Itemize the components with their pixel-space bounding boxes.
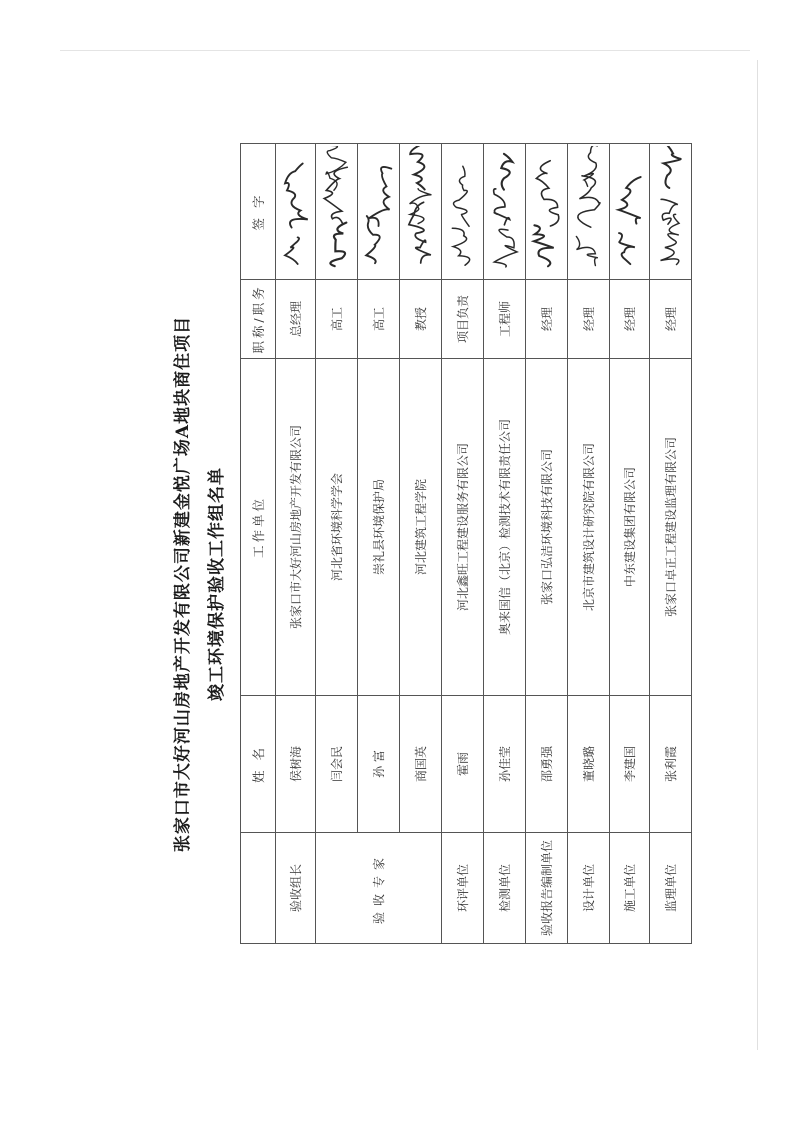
signature-cell [484,144,526,280]
signature-stroke [285,164,308,228]
unit-cell: 张家口卓正工程建设监理有限公司 [650,359,692,696]
table-row [442,144,484,944]
name-cell: 商国英 [400,696,442,833]
table-row [276,144,316,944]
signature-stroke [324,167,347,223]
role-cell: 施工单位 [610,833,650,944]
position-cell: 经理 [568,280,610,359]
table-row [484,144,526,944]
name-cell: 侯树海 [276,696,316,833]
name-cell: 闫会民 [316,696,358,833]
unit-cell: 崇礼县环境保护局 [358,359,400,696]
header-role [241,833,276,944]
position-cell: 总经理 [276,280,316,359]
document-title: 张家口市大好河山房地产开发有限公司新建金悦广场A地块商住项目 [173,315,193,853]
role-cell: 验收专家 [316,833,442,944]
header-name: 姓 名 [241,696,276,833]
signature-cell [526,144,568,280]
unit-cell: 河北鑫旺工程建设服务有限公司 [442,359,484,696]
position-cell: 项目负责 [442,280,484,359]
position-cell: 经理 [526,280,568,359]
signature-stroke [330,223,346,267]
signature-stroke [534,225,554,266]
role-cell: 监理单位 [650,833,692,944]
signature-cell [400,144,442,280]
signature-stroke [369,167,391,226]
signature-stroke [661,199,678,224]
role-cell: 设计单位 [568,833,610,944]
handwritten-signature [486,146,524,277]
signature-stroke [536,161,558,226]
handwritten-signature [611,146,649,277]
unit-cell: 河北建筑工程学院 [400,359,442,696]
unit-cell: 奥来国信（北京）检测技术有限责任公司 [484,359,526,696]
role-cell: 验收组长 [276,833,316,944]
signature-cell [316,144,358,280]
signature-stroke [619,233,635,264]
name-cell: 李建国 [610,696,650,833]
role-cell: 环评单位 [442,833,484,944]
handwritten-signature [528,146,566,277]
handwritten-signature [402,146,440,277]
unit-cell: 河北省环境科学学会 [316,359,358,696]
signature-stroke [452,228,469,265]
table-row [610,144,650,944]
name-cell: 霍雨 [442,696,484,833]
scan-edge-right [757,60,758,1050]
rotated-page [162,124,678,1044]
table-row [358,144,400,944]
position-cell: 工程师 [484,280,526,359]
role-cell: 验收报告编制单位 [526,833,568,944]
position-cell: 经理 [650,280,692,359]
signature-stroke [577,176,599,227]
signature-cell [568,144,610,280]
header-position: 职称/职务 [241,280,276,359]
table-header-row [241,144,276,944]
unit-cell: 中东建设集团有限公司 [610,359,650,696]
position-cell: 高工 [316,280,358,359]
name-cell: 张利霞 [650,696,692,833]
position-cell: 高工 [358,280,400,359]
table-row [650,144,692,944]
name-cell: 邵勇强 [526,696,568,833]
signature-stroke [453,166,469,226]
signature-cell [276,144,316,280]
unit-cell: 张家口弘洁环境科技有限公司 [526,359,568,696]
name-cell: 孙 富 [358,696,400,833]
signature-stroke [618,177,640,224]
header-signature: 签 字 [241,144,276,280]
handwritten-signature [570,146,608,277]
name-cell: 孙佳莹 [484,696,526,833]
header-unit: 工作单位 [241,359,276,696]
unit-cell: 北京市建筑设计研究院有限公司 [568,359,610,696]
handwritten-signature [652,146,690,277]
handwritten-signature [277,146,315,277]
signature-cell [442,144,484,280]
handwritten-signature [318,146,356,277]
signature-cell [358,144,400,280]
signature-stroke [408,202,430,263]
name-cell: 董晓璐 [568,696,610,833]
signature-stroke [493,189,509,225]
handwritten-signature [444,146,482,277]
table-row [316,144,358,944]
table-row [568,144,610,944]
signature-stroke [410,146,429,190]
signature-stroke [501,154,512,190]
position-cell: 教授 [400,280,442,359]
handwritten-signature [360,146,398,277]
role-cell: 检测单位 [484,833,526,944]
table-row [400,144,442,944]
table-row [526,144,568,944]
signature-stroke [576,236,598,265]
position-cell: 经理 [610,280,650,359]
acceptance-team-table [240,143,692,944]
signature-cell [650,144,692,280]
signature-cell [610,144,650,280]
scan-edge-top [60,50,750,51]
document-subtitle: 竣工环境保护验收工作组名单 [207,467,227,701]
signature-stroke [662,146,680,188]
unit-cell: 张家口市大好河山房地产开发有限公司 [276,359,316,696]
signature-stroke [409,189,431,224]
signature-stroke [285,237,299,264]
signature-stroke [494,229,517,267]
signature-stroke [584,146,602,186]
